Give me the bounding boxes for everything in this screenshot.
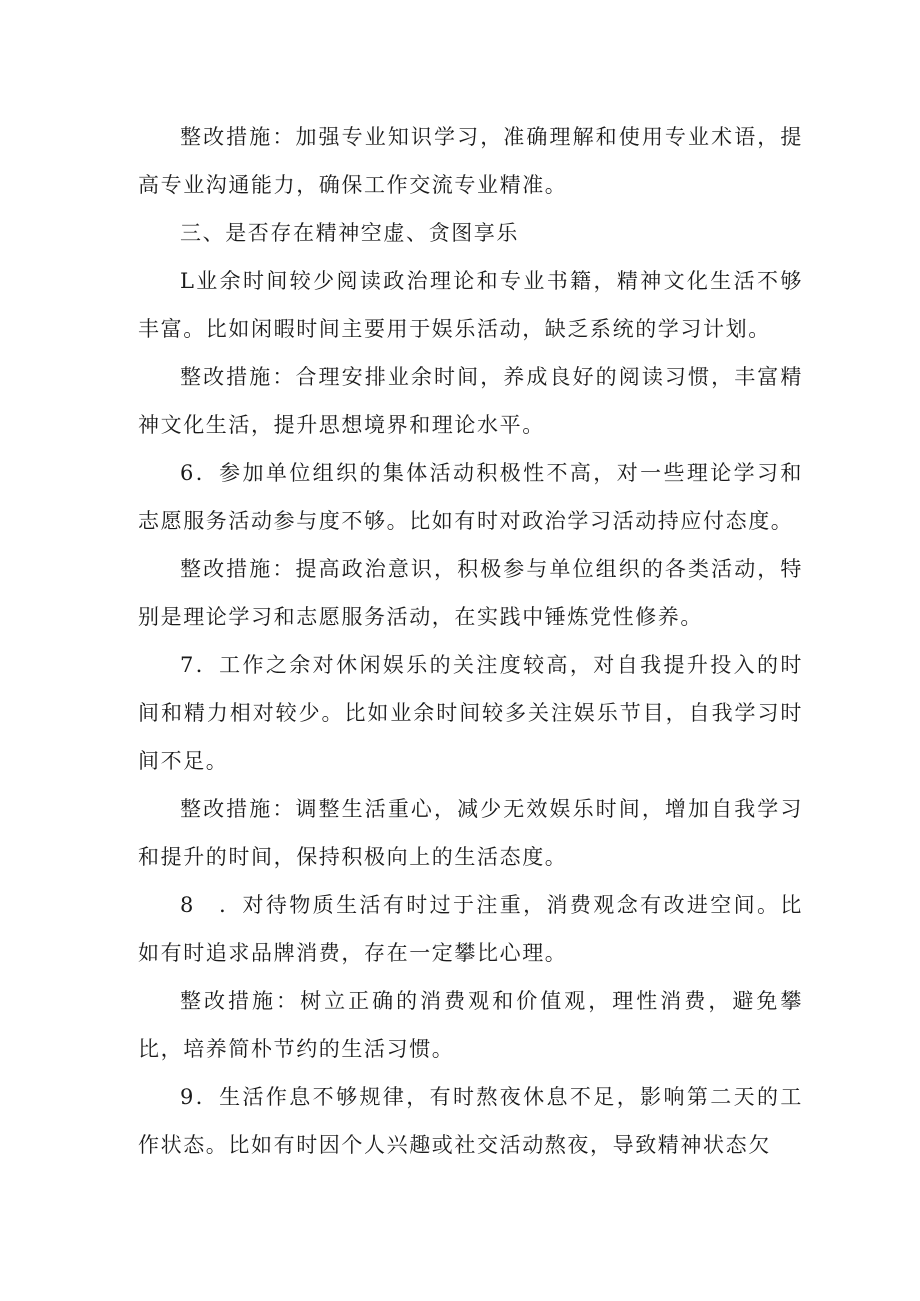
paragraph-rectification-8: 整改措施：树立正确的消费观和价值观，理性消费，避免攀比，培养简朴节约的生活习惯。 <box>138 989 803 1061</box>
paragraph-issue-9: 9．生活作息不够规律，有时熬夜休息不足，影响第二天的工作状态。比如有时因个人兴趣或社交活动熬夜，导致精神状态欠 <box>138 1085 803 1157</box>
document-body <box>138 113 803 1169</box>
paragraph-rectification-6: 整改措施：提高政治意识，积极参与单位组织的各类活动，特别是理论学习和志愿服务活动，在实践中锤炼党性修养。 <box>138 557 803 629</box>
section-heading-3: 三、是否存在精神空虚、贪图享乐 <box>180 221 519 245</box>
paragraph-issue-8: 8 ．对待物质生活有时过于注重，消费观念有改进空间。比如有时追求品牌消费，存在一定攀比心理。 <box>138 893 803 965</box>
paragraph-issue-5: L业余时间较少阅读政治理论和专业书籍，精神文化生活不够丰富。比如闲暇时间主要用于娱乐活动，缺乏系统的学习计划。 <box>138 269 803 341</box>
paragraph-rectification-1: 整改措施：加强专业知识学习，准确理解和使用专业术语，提高专业沟通能力，确保工作交流专业精准。 <box>138 125 803 197</box>
paragraph-rectification-7: 整改措施：调整生活重心，减少无效娱乐时间，增加自我学习和提升的时间，保持积极向上的生活态度。 <box>138 797 803 869</box>
paragraph-issue-7: 7．工作之余对休闲娱乐的关注度较高，对自我提升投入的时间和精力相对较少。比如业余时间较多关注娱乐节目，自我学习时间不足。 <box>138 653 803 773</box>
paragraph-rectification-5: 整改措施：合理安排业余时间，养成良好的阅读习惯，丰富精神文化生活，提升思想境界和理论水平。 <box>138 365 803 437</box>
paragraph-issue-6: 6．参加单位组织的集体活动积极性不高，对一些理论学习和志愿服务活动参与度不够。比如有时对政治学习活动持应付态度。 <box>138 461 803 533</box>
